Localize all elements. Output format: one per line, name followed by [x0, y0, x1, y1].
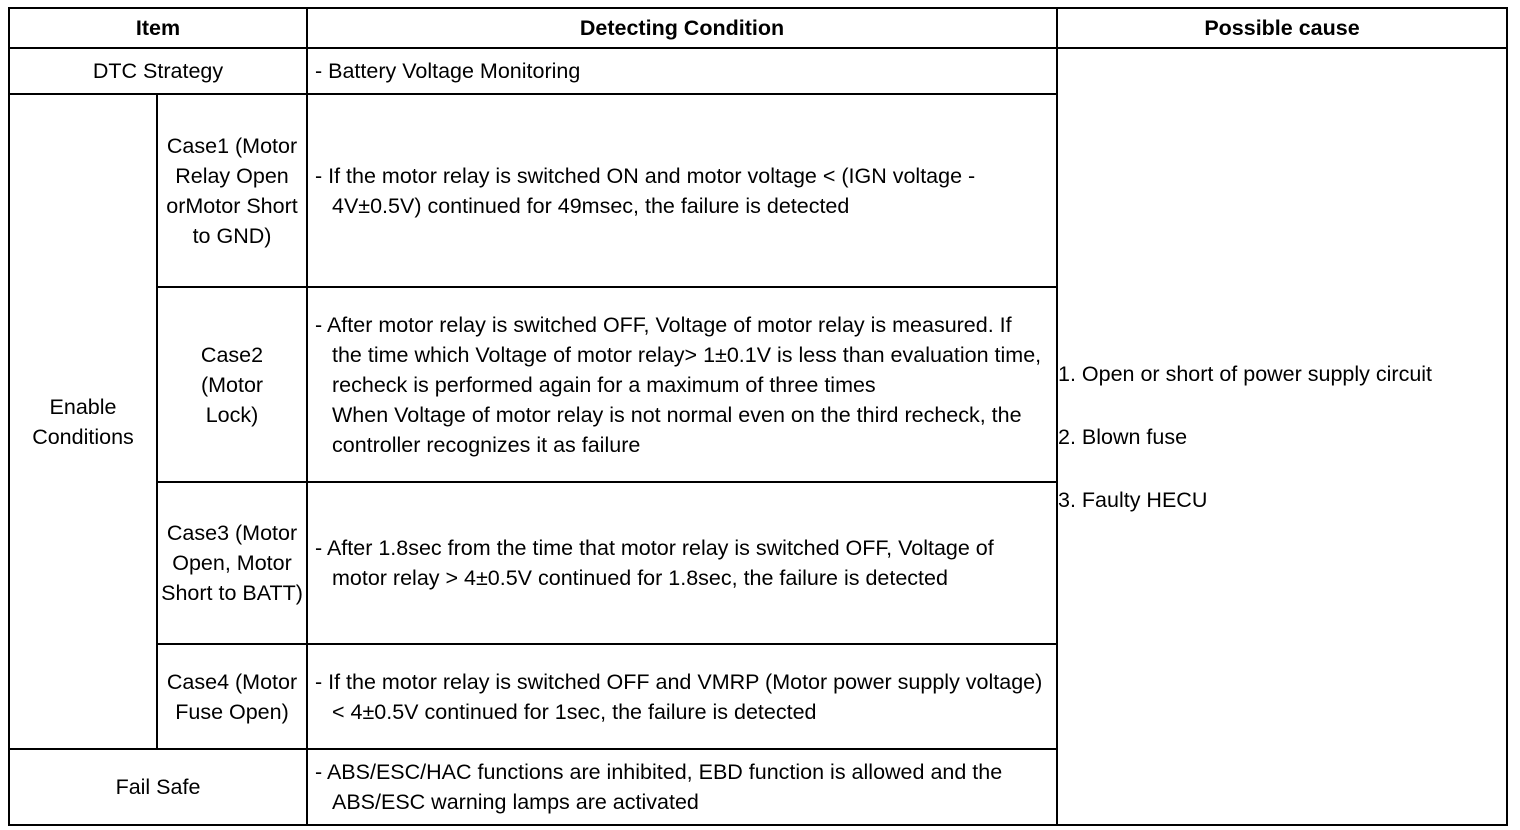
case4-condition [307, 644, 1057, 749]
case3-condition-text: - After 1.8sec from the time that motor relay is switched OFF, Voltage of motor relay > 4±0.5V continued for 1.8sec, the failure is detected [315, 536, 994, 590]
case2-condition-extra: When Voltage of motor relay is not normal even on the third recheck, the controller recognizes it as failure [332, 402, 1022, 457]
dtc-strategy-condition [307, 48, 1057, 94]
possible-causes-list [1058, 359, 1506, 515]
case2-condition [307, 287, 1057, 482]
case1-label: Case1 (Motor Relay Open orMotor Short to GND) [157, 94, 307, 287]
case1-condition-text: - If the motor relay is switched ON and motor voltage < (IGN voltage - 4V±0.5V) continued for 49msec, the failure is detected [315, 163, 976, 218]
header-row [9, 8, 1507, 48]
header-possible-cause: Possible cause [1057, 8, 1507, 48]
case3-condition [307, 482, 1057, 644]
dtc-table [8, 7, 1508, 826]
dtc-strategy-condition-text: - Battery Voltage Monitoring [315, 59, 581, 83]
case3-label: Case3 (Motor Open, Motor Short to BATT) [157, 482, 307, 644]
dtc-strategy-label: DTC Strategy [9, 48, 307, 94]
case4-condition-text: - If the motor relay is switched OFF and VMRP (Motor power supply voltage) < 4±0.5V continued for 1sec, the failure is detected [315, 669, 1043, 724]
cause-item: 1. Open or short of power supply circuit [1058, 361, 1433, 386]
case2-condition-main: - After motor relay is switched OFF, Voltage of motor relay is measured. If the time which Voltage of motor relay> 1±0.1V is less than evaluation time, recheck is performed again for a maximum of three times [315, 312, 1042, 397]
header-detecting-condition: Detecting Condition [307, 8, 1057, 48]
dtc-strategy-row [9, 48, 1507, 94]
case2-label: Case2 (Motor Lock) [157, 287, 307, 482]
fail-safe-label: Fail Safe [9, 749, 307, 825]
header-item: Item [9, 8, 307, 48]
case1-condition [307, 94, 1057, 287]
cause-item: 2. Blown fuse [1058, 424, 1188, 449]
case4-label: Case4 (Motor Fuse Open) [157, 644, 307, 749]
fail-safe-condition [307, 749, 1057, 825]
enable-conditions-label: Enable Conditions [9, 94, 157, 749]
case2-condition-text [308, 310, 1056, 460]
cause-item: 3. Faulty HECU [1058, 487, 1208, 512]
possible-causes-cell [1057, 48, 1507, 825]
fail-safe-condition-text: - ABS/ESC/HAC functions are inhibited, EBD function is allowed and the ABS/ESC warning lamps are activated [315, 760, 1003, 814]
